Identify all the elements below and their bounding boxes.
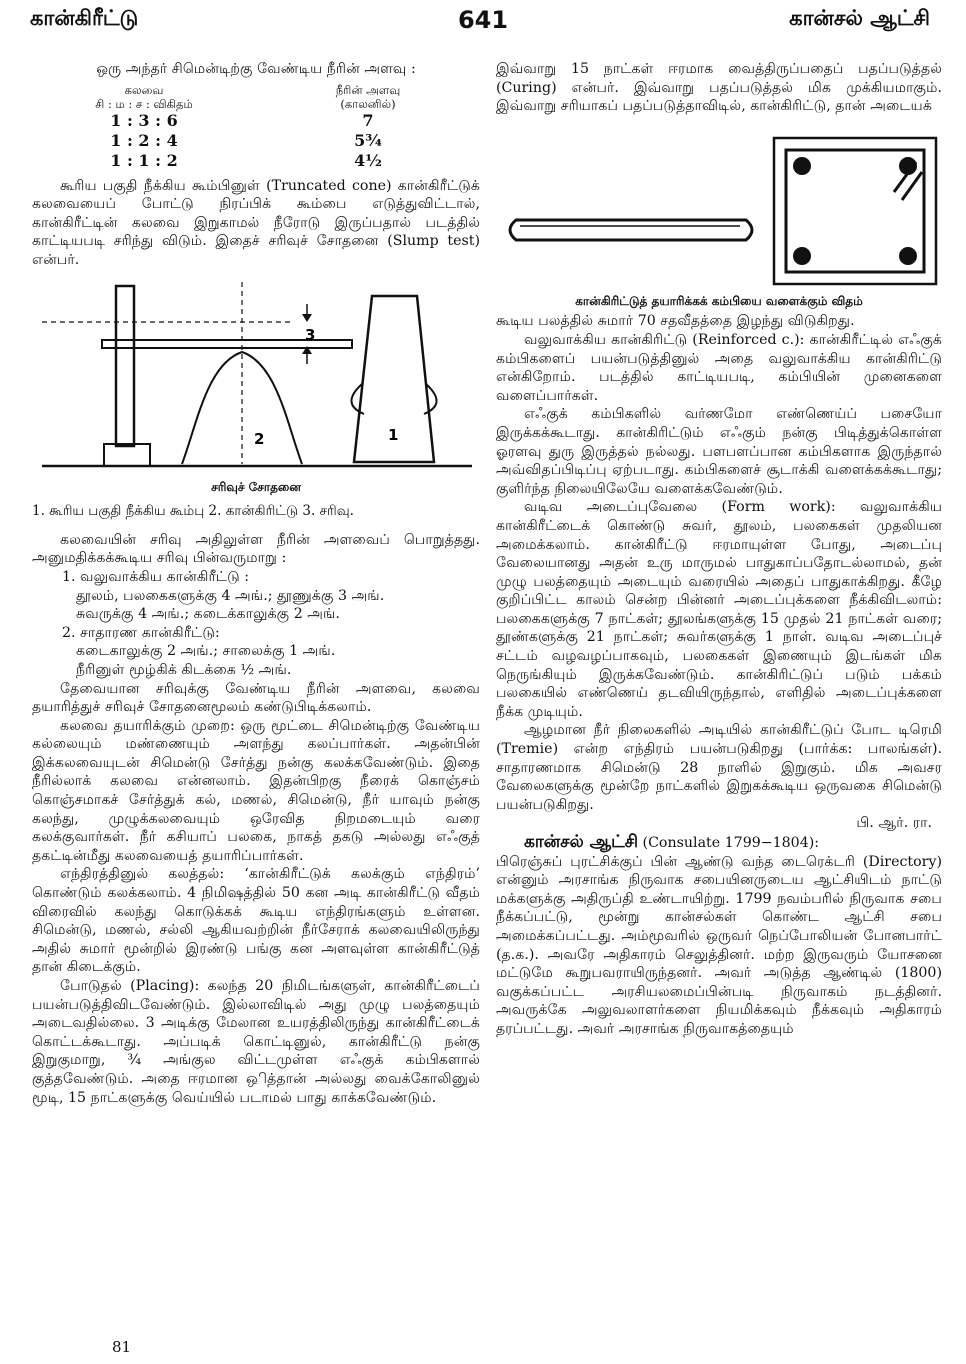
- slump-test-figure: [32, 274, 480, 474]
- list-line: தூலம், பலகைகளுக்கு 4 அங்.; தூணுக்கு 3 அங்.: [76, 587, 385, 604]
- table-cell-water: 5¾: [354, 130, 382, 150]
- running-head-right: கான்சல் ஆட்சி: [789, 6, 930, 30]
- list-line: சுவருக்கு 4 அங்.; கடைக்காலுக்கு 2 அங்.: [76, 606, 340, 623]
- figure-label-3: 3: [305, 325, 316, 344]
- list-line: கடைகாலுக்கு 2 அங்.; சாலைக்கு 1 அங்.: [76, 643, 336, 660]
- machine-paragraph: எந்திரத்தினுல் கலத்தல்: ‘கான்கிரீட்டுக் கலக்கும் எந்திரம்’ கொண்டும் கலக்கலாம். 4 நிமிஷத்தில் 50 கன அடி கான்கிரீட்டு வீதம் விரைவில் கலந்து கொடுக்கக் கூடிய எந்திரங்களும் உள்ளன. சிமென்டு, மணல், சல்லி ஆகியவற்றின் நீர்சேராக் கலவையிலிருந்து அதில் சுமார் மூன்றில் இரண்டு பங்கு கன அளவுள்ள கான்கிரீட்டுத் தான் கிடைக்கும்.: [32, 866, 480, 976]
- list-item-plain: 2. சாதாரண கான்கிரீட்டு:: [62, 624, 220, 641]
- table-cell-ratio: 1 : 1 : 2: [110, 150, 178, 170]
- table-head-mix: கலவை: [124, 82, 164, 97]
- page-number-bottom: 81: [112, 1338, 132, 1356]
- formwork-paragraph: வடிவ அடைப்புவேலை (Form work): வலுவாக்கிய கான்கிரீட்டைக் கொண்டு சுவர், தூலம், பலகைகள் முதலியன அமைக்கலாம். கான்கிரீட்டு ஈரமாயுள்ள போது, அடைப்பு வேலையானது அதன் உரு மாருமல் பாதுகாப்பதோடல்லாமல், தன் முழு பலத்தையும் அடையும் வரையில் அதைப் பாதுகாக்கிறது. கீழே குறிப்பிட்ட காலம் சென்ற பின்னர் அடைப்புக்களை நீக்கிவிடலாம்: பலகைகளுக்கு 7 நாட்கள்; தூலங்களுக்கு 15 முதல் 21 நாட்கள் வரை; தூண்களுக்கு 21 நாட்கள்; சுவர்களுக்கு 1 நாள். வடிவ அடைப்புச் சட்டம் வழவழப்பாகவும், பலகைகள் இணையும் இடங்கள் மிக நெருங்கியும் இருக்கவேண்டும். கான்கிரிட்டுப் படும் பக்கம் பலகையில் எண்ணெய் தடவியிருந்தால், எளிதில் அடைப்புக்களை நீக்க முடியும்.: [496, 499, 942, 720]
- table-head-mix-sub: சி : ம : ச : விகிதம்: [95, 96, 193, 111]
- consulate-title: கான்சல் ஆட்சி: [524, 832, 639, 852]
- table-cell-ratio: 1 : 3 : 6: [110, 110, 178, 130]
- author-signature: பி. ஆர். ரா.: [856, 815, 932, 832]
- list-line: நீரினுள் மூழ்கிக் கிடக்கை ½ அங்.: [76, 661, 292, 678]
- list-item-reinforced: 1. வலுவாக்கிய கான்கிரீட்டு :: [62, 568, 250, 585]
- placing-paragraph: போடுதல் (Placing): கலந்த 20 நிமிடங்களுள், கான்கிரீட்டைப் பயன்படுத்திவிடவேண்டும். இல்லாவிடில் அது முழு பலத்தையும் அடைவதில்லை. 3 அடிக்கு மேலான உயரத்திலிருந்து கான்கிரீட்டைக் கொட்டக்கூடாது. அப்படிக் கொட்டினுல், கான்கிரீட்டு நன்கு இறுகுமாறு, ¾ அங்குல விட்டமுள்ள எஃகுக் கம்பிகளால் குத்தவேண்டும். அதை ஈரமான ஒித்தான் அல்லது வைக்கோலினுல் மூடி, 15 நாட்களுக்கு வெய்யில் படாமல் பாது காக்கவேண்டும்.: [32, 978, 480, 1106]
- curing-paragraph-end: கூடிய பலத்தில் சுமார் 70 சதவீதத்தை இழந்து விடுகிறது.: [496, 313, 855, 330]
- tremie-paragraph: ஆழமான நீர் நிலைகளில் அடியில் கான்கிரீட்டுப் போட டிரெமி (Tremie) என்ற எந்திரம் பயன்படுகிறது (பார்க்க: பாலங்கள்). சாதாரணமாக சிமென்டு 28 நாளில் இறுகும். மிக அவசர வேலைகளுக்கு மூன்றே நாட்களில் இறுகக்கூடிய ஒருவகை சிமென்டு பயன்படுகிறது.: [496, 722, 942, 813]
- left-column: [32, 60, 480, 1107]
- bar-bending-figure: [496, 120, 942, 288]
- table-cell-water: 4½: [354, 150, 382, 170]
- running-head-left: கான்கிரீட்டு: [30, 6, 139, 30]
- water-intro: ஒரு அந்தர் சிமென்டிற்கு வேண்டிய நீரின் அளவு :: [96, 61, 416, 77]
- bending-figure-caption: கான்கிரிட்டுத் தயாரிக்கக் கம்பியை வளைக்கும் விதம்: [575, 293, 863, 308]
- figure-legend: 1. கூரிய பகுதி நீக்கிய கூம்பு 2. கான்கிரிட்டு 3. சரிவு.: [32, 503, 354, 520]
- figure-caption: சரிவுச் சோதனை: [211, 479, 301, 494]
- figure-label-2: 2: [254, 429, 265, 448]
- slump-allowed-paragraph: கலவையின் சரிவு அதிலுள்ள நீரின் அளவைப் பொறுத்தது. அனுமதிக்கக்கூடிய சரிவு பின்வருமாறு :: [32, 531, 480, 567]
- page-number-top: 641: [457, 6, 509, 34]
- consulate-paragraph: பிரெஞ்சுப் புரட்சிக்குப் பின் ஆண்டு வந்த டைரெக்டரி (Directory) என்னும் அரசாங்க நிருவாக சபையினருடைய ஆட்சியிடம் நாட்டு மக்களுக்கு அதிருப்தி உண்டாயிற்று. 1799 நவம்பரில் நிருவாக சபை நீக்கப்பட்டு, மூன்று கான்சல்கள் கொண்ட ஆட்சி சபை அமைக்கப்பட்டது. அம்மூவரில் ஒருவர் நெப்போலியன் போனபார்ட் (த.க.). அவரே அதிகாரம் செலுத்தினர். மற்ற இருவரும் யோசனை மட்டுமே கூறுபவராயிருந்தனர். அவர் அடுத்த ஆண்டில் (1800) வகுக்கப்பட்ட அரசியலமைப்பின்படி நிருவாகம் நடத்தினர். அவருக்கே அலுவலாளர்களை நியமிக்கவும் நீக்கவும் அதிகாரம் தரப்பட்டது. அவர் அரசாங்க நிருவாகத்தையும்: [496, 853, 942, 1037]
- consulate-subtitle: (Consulate 1799−1804):: [642, 835, 820, 851]
- curing-paragraph: இவ்வாறு 15 நாட்கள் ஈரமாக வைத்திருப்பதைப் பதப்படுத்தல் (Curing) என்பர். இவ்வாறு பதப்படுத்தல் மிக முக்கியமாகும். இவ்வாறு சரியாகப் பதப்படுத்தாவிடில், கான்கிரிட்டு, தான் அடையக்: [496, 61, 942, 115]
- slump-paragraph: கூரிய பகுதி நீக்கிய கூம்பினுள் (Truncated cone) கான்கிரீட்டுக் கலவையைப் போட்டு நிரப்பிக் கூம்பை எடுத்துவிட்டால், கான்கிரீட்டின் கலவை இறுகாமல் நீரோடு இருப்பதால் படத்தில் காட்டியபடி சரிந்து விடும். இதைச் சரிவுச் சோதனை (Slump test) என்பர்.: [32, 177, 480, 268]
- table-cell-ratio: 1 : 2 : 4: [110, 130, 178, 150]
- mixing-paragraph: கலவை தயாரிக்கும் முறை: ஒரு மூட்டை சிமென்டிற்கு வேண்டிய கல்லையும் மண்ணையும் அளந்து கலப்பார்கள். அதன்பின் இக்கலவையுடன் சிமென்டு சேர்த்து நன்கு கலக்கவேண்டும். இதை நீரில்லாக் கலவை என்னலாம். இதன்பிறகு நீரைக் கொஞ்சம் கொஞ்சமாகச் சேர்த்துக் கல், மணல், சிமென்டு, நீர் யாவும் நன்கு கலந்து, முழுக்கலவையும் ஒரேவித நிறமடையும் வரை கலக்குவார்கள். நீர் கசியாப் பலகை, நாகத் தகடு அல்லது எஃகுத் தகட்டின்மீது கலவையைத் தயாரிப்பார்கள்.: [32, 717, 480, 864]
- reinforced-paragraph: வலுவாக்கிய கான்கிரிட்டு (Reinforced c.): கான்கிரீட்டில் எஃகுக் கம்பிகளைப் பயன்படுத்தினுல் அதை வலுவாக்கிய கான்கிரிட்டு என்கிறோம். படத்தில் காட்டியபடி, கம்பியின் முனைகளை வளைப்பார்கள்.: [496, 331, 942, 404]
- figure-label-1: 1: [388, 425, 399, 444]
- test-paragraph: தேவையான சரிவுக்கு வேண்டிய நீரின் அளவை, கலவை தயாரித்துச் சரிவுச் சோதனைமூலம் கண்டுபிடிக்கலாம்.: [32, 680, 480, 716]
- water-ratio-table: [32, 83, 480, 171]
- table-head-water: நீரின் அளவு: [335, 82, 401, 97]
- table-cell-water: 7: [362, 110, 374, 130]
- steel-paragraph: எஃகுக் கம்பிகளில் வர்ணமோ எண்ணெய்ப் பசையோ இருக்கக்கூடாது. கான்கிரிட்டும் எஃகும் நன்கு பிடித்துக்கொள்ள ஓரளவு துரு இருத்தல் நல்லது. பளபளப்பான கம்பிகளாக இருந்தால் அவ்விதப்பிடிப்பு ஏற்படாது. கம்பிகளைச் சூடாக்கி வளைக்கக்கூடாது; குளிர்ந்த நிலையிலேயே வளைக்கவேண்டும்.: [496, 406, 942, 497]
- right-column: [496, 60, 942, 1039]
- table-head-water-sub: (காலனில்): [340, 96, 396, 111]
